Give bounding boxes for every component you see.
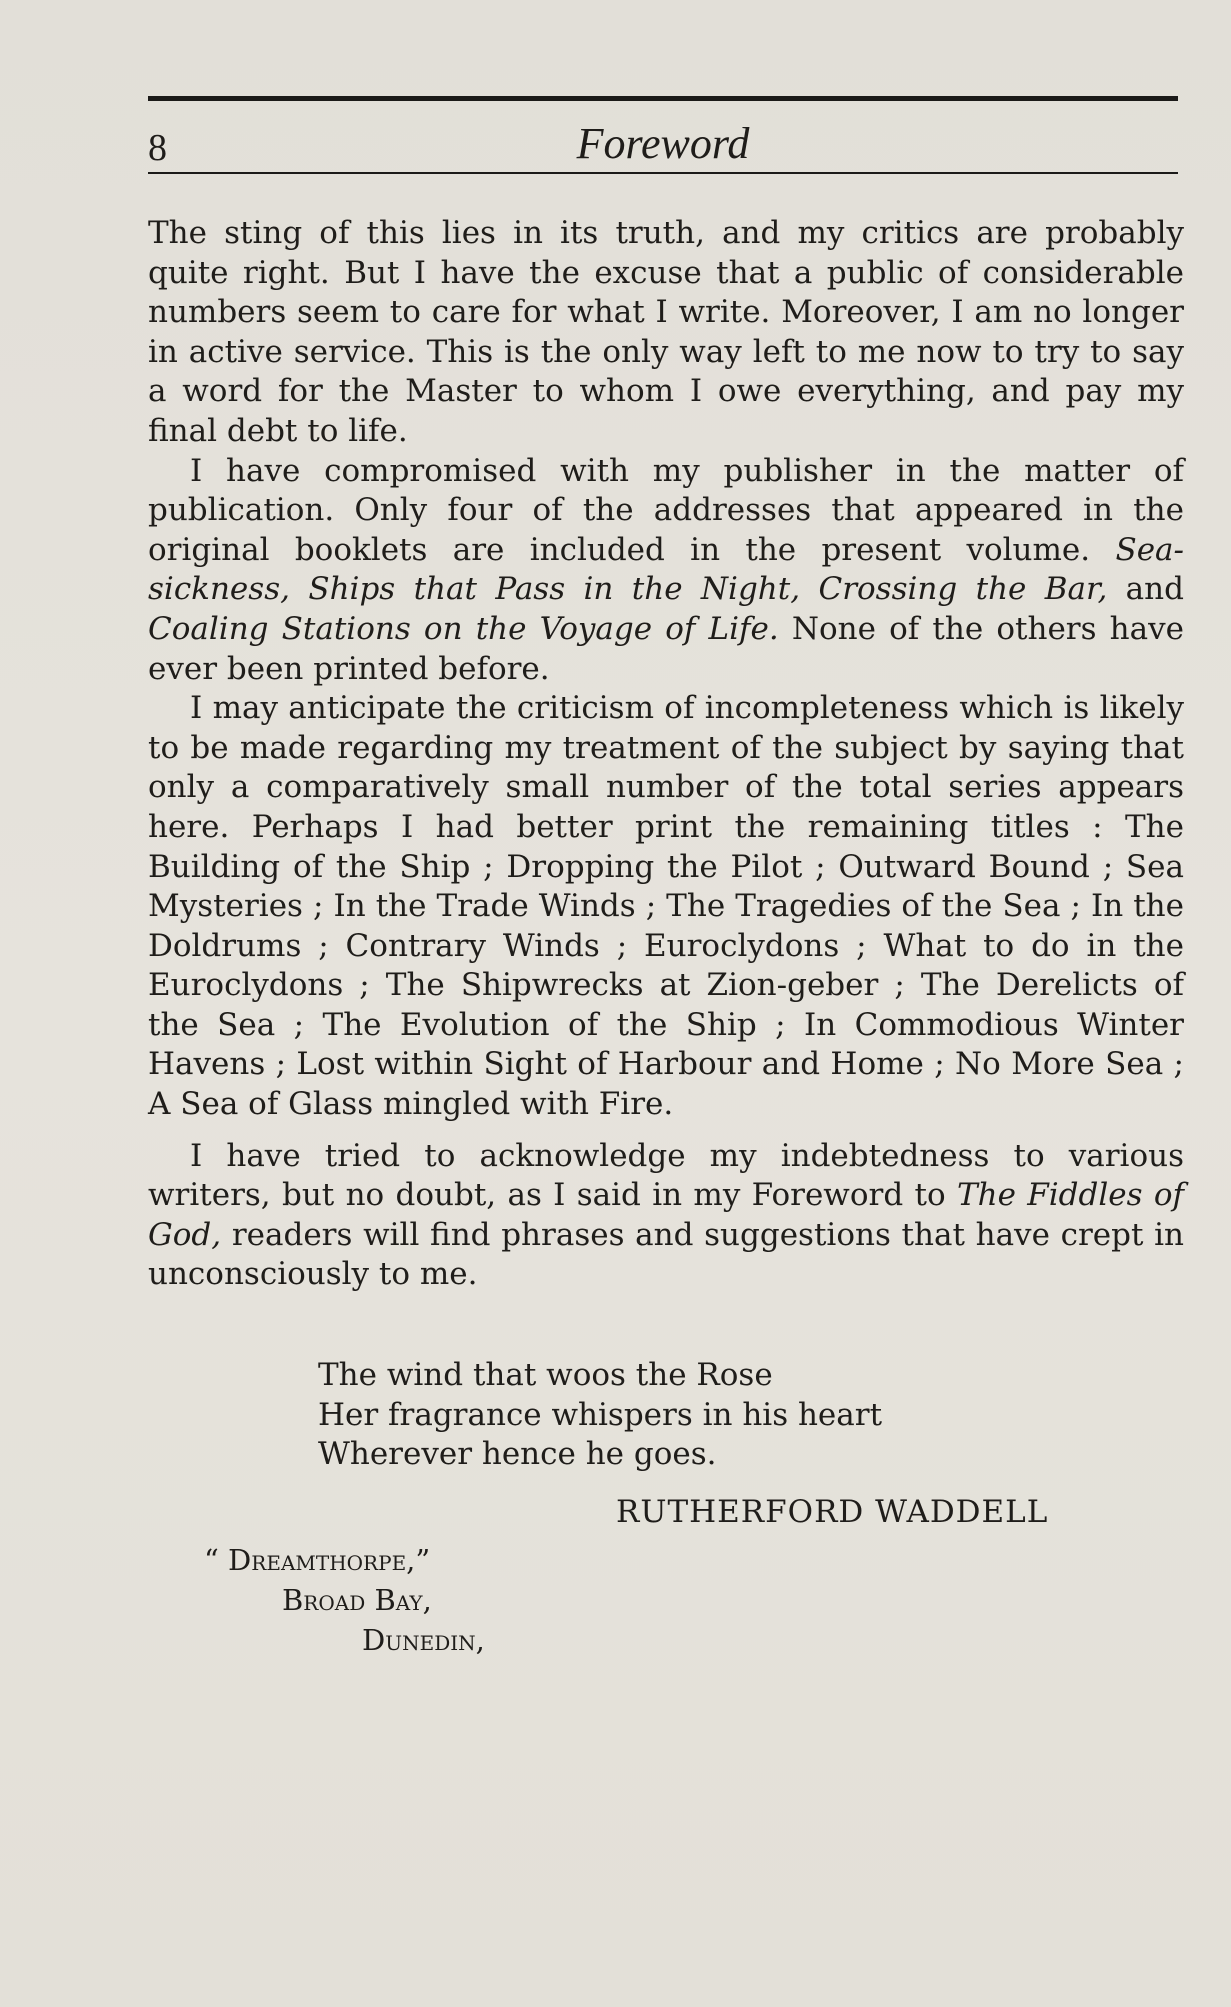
paragraph	[148, 689, 1184, 1125]
text-run: I have tried to acknowledge my indebtedness to various writers, but no doubt, as I said in my Foreword to	[148, 1137, 1184, 1214]
italic-title-text: Sea-sickness, Ships that Pass in the Night, Crossing the Bar,	[148, 531, 1184, 608]
paragraph	[148, 214, 1184, 452]
running-head: Foreword	[576, 119, 750, 168]
header-rule-top	[148, 96, 1178, 101]
italic-title-text: Coaling Stations on the Voyage of Life.	[148, 610, 779, 647]
header-rule-bottom	[148, 172, 1178, 174]
text-run: I may anticipate the criticism of incompleteness which is likely to be made regarding my treatment of the subject by saying that only a comparatively small number of the total series appears here. Perhaps I had better print the remaining titles : The Building of the Ship ; Dropping the Pilot ; Outward Bound ; Sea Mysteries ; In the Trade Winds ; The Tragedies of the Sea ; In the Doldrums ; Contrary Winds ; Euroclydons ; What to do in the Euroclydons ; The Shipwrecks at Zion-geber ; The Derelicts of the Sea ; The Evolution of the Ship ; In Commodious Winter Havens ; Lost within Sight of Harbour and Home ; No More Sea ; A Sea of Glass mingled with Fire.	[148, 690, 1184, 1123]
italic-title-text: The Fiddles of God,	[148, 1177, 1184, 1253]
address-line: Dunedin,	[362, 1623, 485, 1657]
page-number: 8	[148, 127, 167, 169]
text-run: and	[1107, 571, 1184, 608]
address-line: Broad Bay,	[282, 1583, 432, 1617]
verse-line: The wind that woos the Rose	[318, 1357, 773, 1393]
text-run: I have compromised with my publisher in the matter of publication. Only four of the addresses that appeared in the original booklets are included in the present volume.	[148, 452, 1184, 568]
address-line: “ Dreamthorpe,”	[204, 1543, 431, 1577]
verse-quotation	[318, 1356, 882, 1475]
text-run: readers will find phrases and suggestions that have crept in unconsciously to me.	[148, 1216, 1184, 1293]
verse-line: Her fragrance whispers in his heart	[318, 1396, 883, 1433]
page-header	[148, 112, 1178, 172]
paragraph	[148, 1137, 1184, 1295]
text-run: None of the others have ever been printed before.	[148, 610, 1184, 687]
paragraph	[148, 452, 1184, 690]
text-run: The sting of this lies in its truth, and my critics are probably quite right. But I have the excuse that a public of considerable numbers seem to care for what I write. Moreover, I am no longer in active service. This is the only way left to me now to try to say a word for the Master to whom I owe everything, and pay my final debt to life.	[148, 215, 1184, 449]
body-text	[148, 214, 1184, 1295]
author-signature: RUTHERFORD WADDELL	[616, 1494, 1049, 1530]
verse-line: Wherever hence he goes.	[318, 1436, 717, 1473]
